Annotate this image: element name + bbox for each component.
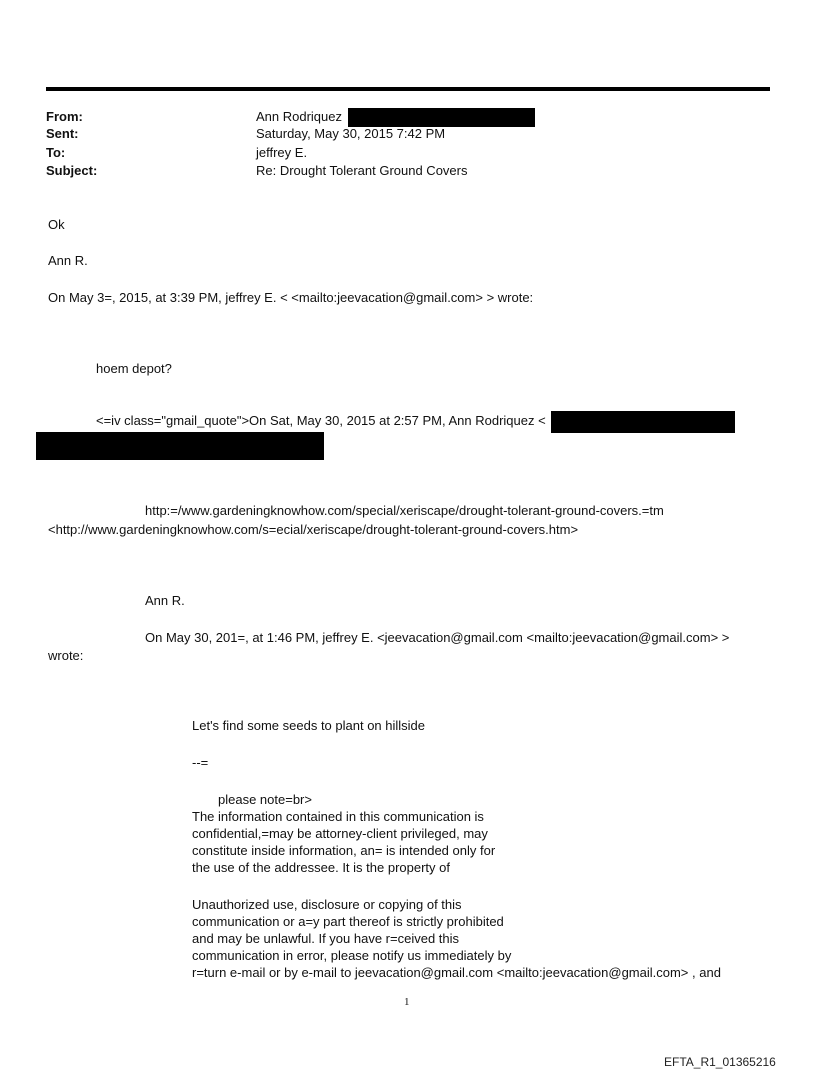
reply-text: Ok	[48, 217, 65, 232]
from-value: Ann Rodriquez	[256, 109, 342, 124]
to-value: jeffrey E.	[256, 145, 308, 160]
disclaimer-line: Unauthorized use, disclosure or copying of this	[192, 897, 462, 912]
disclaimer-line: communication in error, please notify us immediately by	[192, 948, 512, 963]
disclaimer-line: the use of the addressee. It is the property of	[192, 860, 450, 875]
to-label: To:	[46, 145, 66, 160]
quote1-intro: On May 3=, 2015, at 3:39 PM, jeffrey E. < <mailto:jeevacation@gmail.com> > wrote:	[48, 290, 534, 305]
from-label: From:	[46, 109, 83, 124]
sent-value: Saturday, May 30, 2015 7:42 PM	[256, 126, 446, 141]
page-number: 1	[404, 996, 410, 1008]
disclaimer-line: confidential,=may be attorney-client privileged, may	[192, 826, 488, 841]
subject-value: Re: Drought Tolerant Ground Covers	[256, 163, 468, 178]
disclaimer-line: please note=br>	[218, 792, 312, 807]
disclaimer-line: and may be unlawful. If you have r=ceived this	[192, 931, 460, 946]
quote2-intro: <=iv class="gmail_quote">On Sat, May 30, 2015 at 2:57 PM, Ann Rodriquez <	[96, 413, 546, 428]
sent-label: Sent:	[46, 126, 79, 141]
redaction-box	[36, 432, 324, 460]
disclaimer-line: The information contained in this communication is	[192, 809, 484, 824]
quote1-text: hoem depot?	[96, 361, 172, 376]
quote3-intro-wrap: wrote:	[48, 648, 84, 663]
link-line-2[interactable]: <http://www.gardeningknowhow.com/s=ecial/xeriscape/drought-tolerant-ground-covers.htm>	[48, 522, 579, 537]
reply-signature: Ann R.	[48, 253, 88, 268]
disclaimer-line: communication or a=y part thereof is strictly prohibited	[192, 914, 504, 929]
redaction-box	[551, 411, 735, 433]
signature-separator: --=	[192, 755, 209, 770]
subject-label: Subject:	[46, 163, 98, 178]
disclaimer-line: r=turn e-mail or by e-mail to jeevacation@gmail.com <mailto:jeevacation@gmail.com> , and	[192, 965, 721, 980]
document-id: EFTA_R1_01365216	[664, 1055, 776, 1069]
redaction-box	[348, 108, 535, 127]
quote2-signature: Ann R.	[145, 593, 185, 608]
disclaimer-line: constitute inside information, an= is intended only for	[192, 843, 496, 858]
header-rule	[46, 87, 770, 91]
quote3-intro: On May 30, 201=, at 1:46 PM, jeffrey E. <jeevacation@gmail.com <mailto:jeevacation@gmail.com> >	[145, 630, 730, 645]
link-line-1[interactable]: http:=/www.gardeningknowhow.com/special/xeriscape/drought-tolerant-ground-covers.=tm	[145, 503, 664, 518]
quote3-text: Let's find some seeds to plant on hillside	[192, 718, 426, 733]
